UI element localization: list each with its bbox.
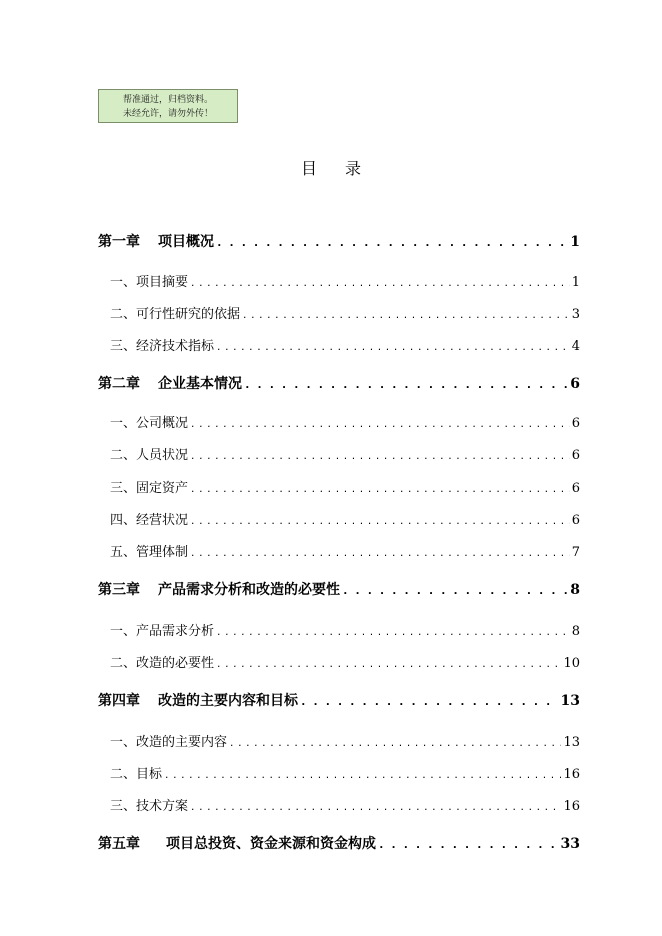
section-number: 二、: [110, 656, 137, 671]
dot-leader: [216, 343, 570, 353]
section-number: 一、: [110, 275, 137, 290]
toc-section[interactable]: [110, 795, 580, 813]
dot-leader: [190, 420, 570, 430]
toc-section[interactable]: [110, 303, 580, 321]
section-number: 二、: [110, 307, 137, 322]
section-title: 可行性研究的依据: [136, 307, 241, 322]
dot-leader: [216, 236, 568, 249]
page-number: 8: [570, 582, 580, 598]
section-title: 人员状况: [136, 448, 189, 463]
section-title: 改造的必要性: [136, 656, 215, 671]
dot-leader: [300, 695, 559, 708]
page-number: 7: [571, 545, 580, 560]
section-number: 三、: [110, 799, 137, 814]
dot-leader: [244, 378, 568, 391]
dot-leader: [216, 660, 561, 670]
stamp-line-2: 未经允许，请勿外传！: [122, 109, 213, 119]
toc-section[interactable]: [110, 652, 580, 670]
toc-chapter-2[interactable]: [98, 373, 580, 393]
toc-section[interactable]: [110, 763, 580, 781]
dot-leader: [190, 485, 570, 495]
toc-chapter-5[interactable]: [98, 833, 580, 853]
section-number: 一、: [110, 624, 137, 639]
stamp-line-1: 帮准通过，归档资料。: [122, 95, 213, 105]
page-number: 1: [570, 234, 580, 250]
page-number: 10: [563, 656, 580, 671]
page-number: 13: [560, 693, 580, 709]
section-number: 五、: [110, 545, 137, 560]
chapter-number: 第一章: [98, 234, 140, 250]
toc-chapter-4[interactable]: [98, 690, 580, 710]
dot-leader: [216, 628, 570, 638]
dot-leader: [164, 771, 561, 781]
chapter-number: 第三章: [98, 582, 140, 598]
dot-leader: [242, 311, 570, 321]
section-number: 三、: [110, 339, 137, 354]
toc-chapter-1[interactable]: [98, 231, 580, 251]
section-number: 四、: [110, 513, 137, 528]
page-number: 1: [571, 275, 580, 290]
dot-leader: [190, 803, 561, 813]
section-title: 公司概况: [136, 416, 189, 431]
section-title: 经济技术指标: [136, 339, 215, 354]
section-title: 管理体制: [136, 545, 189, 560]
page-number: 4: [571, 339, 580, 354]
toc-section[interactable]: [110, 412, 580, 430]
dot-leader: [342, 584, 568, 597]
toc-section[interactable]: [110, 541, 580, 559]
chapter-number: 第四章: [98, 693, 140, 709]
page-number: 6: [571, 448, 580, 463]
toc-section[interactable]: [110, 731, 580, 749]
toc-section[interactable]: [110, 620, 580, 638]
section-number: 二、: [110, 767, 137, 782]
chapter-title: 产品需求分析和改造的必要性: [158, 582, 340, 598]
dot-leader: [190, 517, 570, 527]
section-title: 目标: [136, 767, 163, 782]
section-title: 改造的主要内容: [136, 735, 228, 750]
section-number: 一、: [110, 416, 137, 431]
toc-section[interactable]: [110, 444, 580, 462]
section-title: 技术方案: [136, 799, 189, 814]
chapter-number: 第二章: [98, 376, 140, 392]
page-title: 目录: [300, 159, 389, 178]
page-number: 6: [570, 376, 580, 392]
page-number: 6: [571, 481, 580, 496]
dot-leader: [229, 739, 561, 749]
toc-chapter-3[interactable]: [98, 579, 580, 599]
toc-section[interactable]: [110, 477, 580, 495]
toc-section[interactable]: [110, 271, 580, 289]
page-number: 6: [571, 513, 580, 528]
page-number: 6: [571, 416, 580, 431]
chapter-number: 第五章: [98, 836, 140, 852]
section-number: 三、: [110, 481, 137, 496]
section-title: 产品需求分析: [136, 624, 215, 639]
section-title: 固定资产: [136, 481, 189, 496]
page-number: 16: [563, 767, 580, 782]
chapter-title: 企业基本情况: [158, 376, 242, 392]
chapter-title: 改造的主要内容和目标: [158, 693, 298, 709]
page-number: 3: [571, 307, 580, 322]
dot-leader: [190, 549, 570, 559]
section-title: 经营状况: [136, 513, 189, 528]
dot-leader: [378, 838, 559, 851]
page-number: 33: [560, 836, 580, 852]
dot-leader: [190, 279, 570, 289]
section-title: 项目摘要: [136, 275, 189, 290]
dot-leader: [190, 452, 570, 462]
toc-section[interactable]: [110, 335, 580, 353]
section-number: 一、: [110, 735, 137, 750]
section-number: 二、: [110, 448, 137, 463]
chapter-title: 项目概况: [158, 234, 214, 250]
page-number: 13: [563, 735, 580, 750]
page-number: 16: [563, 799, 580, 814]
chapter-title: 项目总投资、资金来源和资金构成: [166, 836, 376, 852]
toc-section[interactable]: [110, 509, 580, 527]
page-number: 8: [571, 624, 580, 639]
